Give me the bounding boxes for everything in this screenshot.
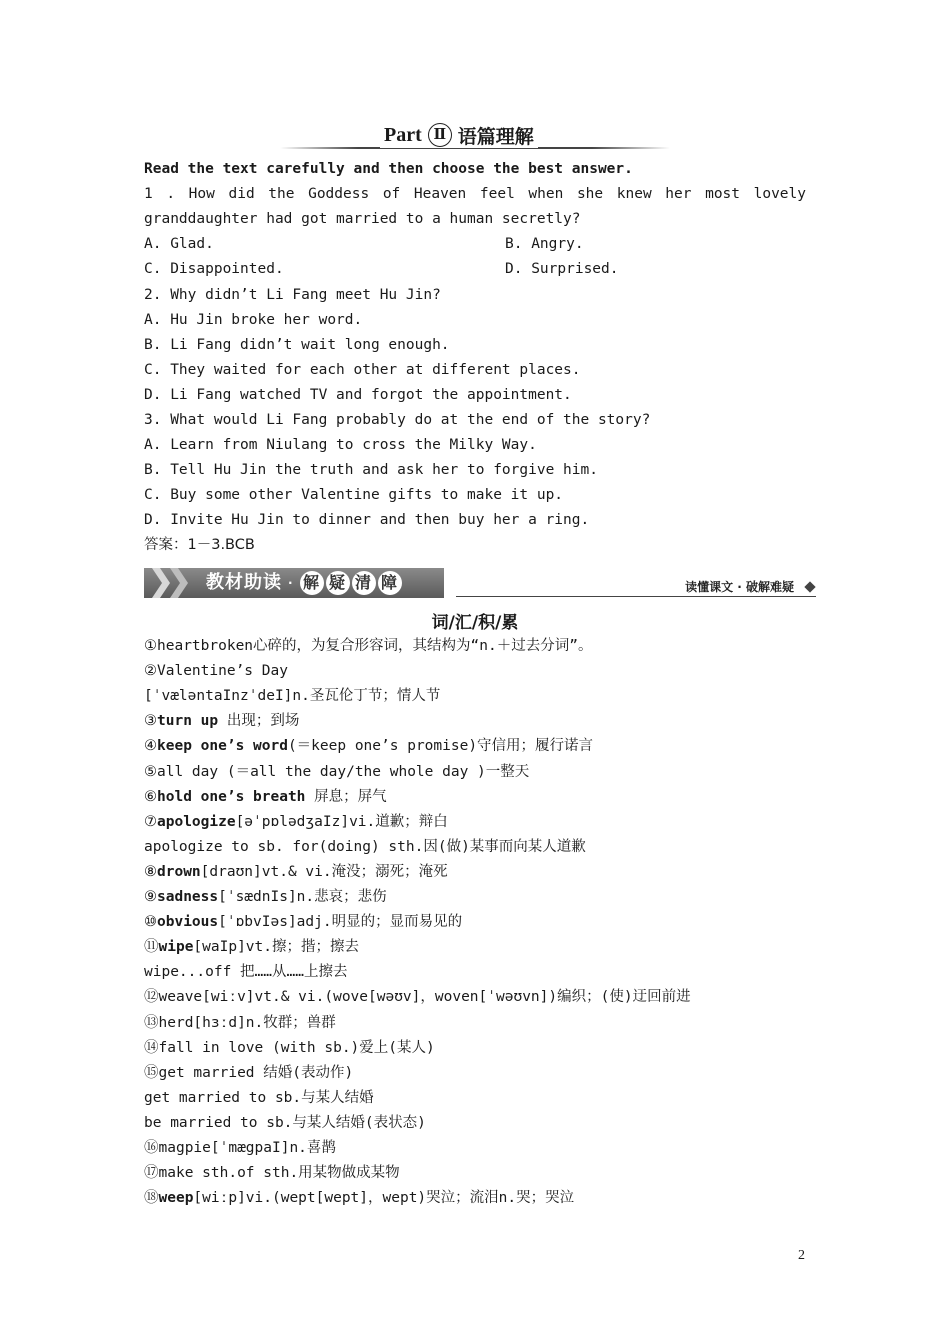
vocab-item [144, 1188, 574, 1208]
vocab-item [144, 837, 586, 857]
vocab-marker: ⑮ [144, 1064, 159, 1081]
vocab-marker: ⑨ [144, 889, 157, 905]
question-2-option-c: C. They waited for each other at different places. [144, 362, 581, 378]
vocab-definition: [wiːp]vi.(wept[wept]，wept)哭泣；流泪n.哭；哭泣 [193, 1190, 575, 1207]
vocab-definition: [draʊn]vt.& vi.淹没；溺死；淹死 [200, 863, 448, 880]
vocab-item [144, 1138, 336, 1158]
question-1-stem-line1: 1 . How did the Goddess of Heaven feel when she knew her most lovely [144, 186, 806, 202]
question-2-option-a: A. Hu Jin broke her word. [144, 312, 363, 328]
instruction: Read the text carefully and then choose the best answer. [144, 161, 633, 177]
vocab-item [144, 787, 387, 807]
banner-boxed-char: 障 [378, 571, 402, 595]
banner-boxed-char: 清 [352, 571, 376, 595]
banner-right-text: 读懂课文 · 破解难疑 [685, 580, 794, 594]
vocab-marker: ⑤ [144, 763, 157, 780]
vocab-marker: ⑱ [144, 1190, 159, 1207]
vocab-definition: heartbroken心碎的，为复合形容词，其结构为“n.＋过去分词”。 [157, 638, 593, 654]
banner-dot: · [288, 576, 294, 590]
vocab-definition: Valentine’s Day [157, 663, 288, 680]
vocab-headword: obvious [157, 914, 219, 931]
vocab-item [144, 987, 691, 1007]
vocab-headword: keep one’s word [157, 738, 288, 755]
vocab-definition: [əˈpɒlədʒaIz]vi.道歉；辩白 [235, 813, 448, 830]
vocab-item [144, 912, 462, 932]
vocab-item [144, 1013, 336, 1033]
vocab-item [144, 686, 440, 706]
vocab-definition: 屏息；屏气 [305, 788, 387, 805]
vocab-definition: get married 结婚(表动作) [158, 1064, 354, 1081]
chevron-right-icon [152, 568, 170, 598]
vocab-definition: get married to sb.与某人结婚 [144, 1089, 374, 1106]
vocab-marker: ⑯ [144, 1140, 159, 1156]
question-3-option-b: B. Tell Hu Jin the truth and ask her to forgive him. [144, 462, 598, 478]
banner-boxed-char: 解 [300, 571, 324, 595]
vocab-definition: be married to sb.与某人结婚(表状态) [144, 1114, 426, 1131]
vocab-definition: weave[wiːv]vt.& vi.(wove[wəʊv]，woven[ˈwəʊvn])编织；(使)迂回前进 [158, 989, 691, 1006]
vocab-definition: [ˈvæləntaInzˈdeI]n.圣瓦伦丁节；情人节 [144, 688, 441, 705]
vocab-headword: weep [158, 1190, 194, 1207]
vocab-marker: ⑬ [144, 1014, 159, 1031]
vocab-definition: herd[hɜːd]n.牧群；兽群 [158, 1014, 336, 1031]
vocab-headword: sadness [157, 889, 219, 905]
question-1-stem-line2: granddaughter had got married to a human secretly? [144, 211, 581, 227]
vocab-headword: hold one’s breath [157, 788, 306, 805]
vocab-marker: ① [144, 638, 157, 654]
vocab-marker: ② [144, 663, 157, 680]
vocab-item [144, 1113, 426, 1133]
question-1-option-b: B. Angry. [505, 236, 584, 252]
vocab-definition: apologize to sb. for(doing) sth.因(做)某事而向某人道歉 [144, 838, 586, 855]
vocab-item [144, 736, 593, 756]
vocab-marker: ⑭ [144, 1039, 159, 1056]
answer-key: 答案：1－3.BCB [144, 537, 255, 553]
vocab-definition: [ˈɒbvIəs]adj.明显的；显而易见的 [218, 914, 463, 931]
question-1-option-a: A. Glad. [144, 236, 214, 252]
vocab-item [144, 762, 529, 782]
vocab-item [144, 636, 592, 656]
vocab-marker: ⑩ [144, 914, 157, 931]
vocab-definition: magpie[ˈmægpaI]n.喜鹊 [158, 1140, 336, 1156]
vocab-headword: turn up [157, 713, 219, 730]
vocab-headword: wipe [158, 939, 194, 956]
vocab-definition: (＝keep one’s promise)守信用；履行诺言 [287, 738, 594, 755]
banner-boxed-char: 疑 [326, 571, 350, 595]
vocab-marker: ④ [144, 738, 157, 755]
diamond-icon [804, 581, 815, 592]
vocab-definition: all day (＝all the day/the whole day )一整天 [157, 763, 530, 780]
vocab-headword: apologize [157, 813, 236, 830]
banner-right-rule [456, 578, 816, 597]
banner-left-text: 教材助读 [206, 572, 282, 593]
question-2-stem: 2. Why didn’t Li Fang meet Hu Jin? [144, 287, 441, 303]
vocab-item [144, 661, 288, 681]
vocab-marker: ⑥ [144, 788, 157, 805]
vocab-definition: fall in love (with sb.)爱上(某人) [158, 1039, 435, 1056]
part-chinese-title: 语篇理解 [457, 125, 534, 148]
chevron-right-icon [170, 568, 188, 598]
question-3-option-a: A. Learn from Niulang to cross the Milky Way. [144, 437, 537, 453]
vocab-definition: 出现；到场 [218, 713, 300, 730]
part-roman-numeral: Ⅱ [428, 123, 452, 147]
question-3-stem: 3. What would Li Fang probably do at the end of the story? [144, 412, 651, 428]
vocab-item [144, 711, 299, 731]
vocab-item [144, 937, 359, 957]
question-1-option-d: D. Surprised. [505, 261, 619, 277]
vocab-item [144, 862, 448, 882]
vocab-item [144, 1063, 353, 1083]
vocab-item [144, 1088, 374, 1108]
vocab-marker: ⑪ [144, 939, 159, 956]
vocab-marker: ⑧ [144, 863, 157, 880]
vocab-item [144, 1163, 400, 1183]
vocab-definition: wipe...off 把……从……上擦去 [144, 964, 348, 981]
question-3-option-d: D. Invite Hu Jin to dinner and then buy her a ring. [144, 512, 590, 528]
vocab-marker: ⑦ [144, 813, 157, 830]
part-label: Part [384, 123, 422, 146]
vocab-marker: ⑰ [144, 1165, 159, 1182]
question-1-option-c: C. Disappointed. [144, 261, 284, 277]
page-number: 2 [798, 1248, 805, 1263]
question-2-option-b: B. Li Fang didn’t wait long enough. [144, 337, 450, 353]
vocab-item [144, 1038, 435, 1058]
part-header [280, 122, 670, 152]
vocab-headword: drown [157, 863, 201, 880]
vocab-item [144, 812, 448, 832]
vocab-marker: ③ [144, 713, 157, 730]
vocab-definition: [waIp]vt.擦；揩；擦去 [193, 939, 359, 956]
vocab-item [144, 887, 387, 907]
vocab-title: 词/汇/积/累 [431, 613, 519, 633]
vocab-definition: make sth.of sth.用某物做成某物 [158, 1165, 400, 1182]
banner-title [206, 568, 404, 598]
vocab-definition: [ˈsædnIs]n.悲哀；悲伤 [218, 889, 387, 905]
part-title [380, 122, 538, 148]
question-3-option-c: C. Buy some other Valentine gifts to make it up. [144, 487, 564, 503]
vocab-item [144, 962, 347, 982]
vocab-marker: ⑫ [144, 989, 159, 1006]
section-banner [144, 568, 444, 598]
question-2-option-d: D. Li Fang watched TV and forgot the appointment. [144, 387, 572, 403]
